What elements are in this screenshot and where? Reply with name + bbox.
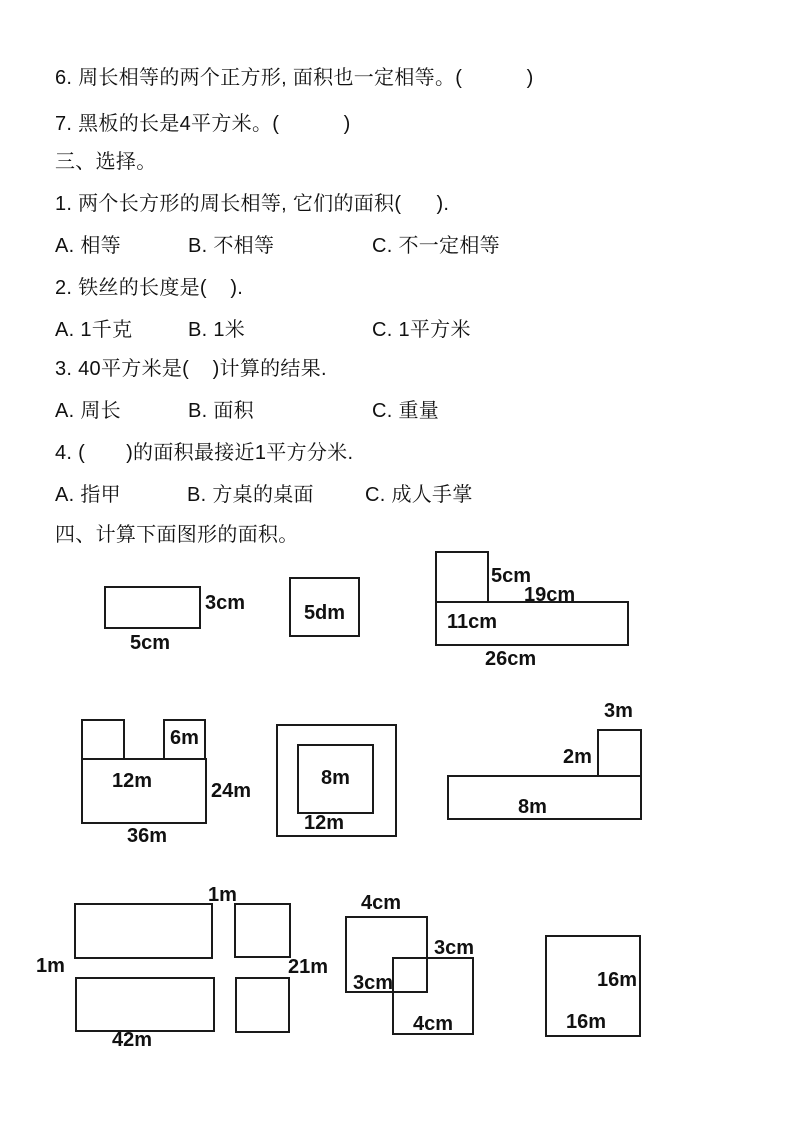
figure4-left-square bbox=[81, 719, 125, 760]
section-title-choice: 三、选择。 bbox=[55, 151, 157, 173]
figure8-top-dim-label: 4cm bbox=[361, 892, 402, 914]
figure6-inside-dim-label: 8m bbox=[518, 796, 547, 818]
choice-4-option-c: C. 成人手掌 bbox=[365, 484, 473, 506]
figure8-bottom-dim-label: 4cm bbox=[413, 1013, 454, 1035]
figure5-inner-dim-label: 8m bbox=[321, 767, 350, 789]
figure3-bottom-dim-label: 26cm bbox=[485, 648, 537, 670]
figure1-bottom-dim-label: 5cm bbox=[130, 632, 171, 654]
figure7-bottom-right-rect bbox=[235, 977, 290, 1033]
choice-4-option-a: A. 指甲 bbox=[55, 484, 121, 506]
choice-4-option-b: B. 方桌的桌面 bbox=[187, 484, 314, 506]
figure3-square bbox=[435, 551, 489, 603]
choice-3-option-c: C. 重量 bbox=[372, 400, 440, 422]
choice-3-stem: 3. 40平方米是( )计算的结果. bbox=[55, 358, 327, 380]
figure3-inside-dim-label: 11cm bbox=[447, 611, 498, 633]
judge-item-7: 7. 黑板的长是4平方米。( ) bbox=[55, 113, 351, 135]
figure2-dim-label: 5dm bbox=[303, 602, 346, 624]
choice-1-stem: 1. 两个长方形的周长相等, 它们的面积( ). bbox=[55, 193, 450, 215]
figure7-bottom-left-rect bbox=[75, 977, 215, 1032]
choice-3-option-b: B. 面积 bbox=[188, 400, 254, 422]
figure6-top-dim-label: 3m bbox=[604, 700, 633, 722]
figure7-top-gap-dim-label: 1m bbox=[208, 884, 237, 906]
figure4-square-dim-label: 6m bbox=[170, 727, 199, 749]
choice-2-option-b: B. 1米 bbox=[188, 319, 246, 341]
figure7-bottom-dim-label: 42m bbox=[112, 1029, 153, 1051]
figure6-left-dim-label: 2m bbox=[563, 746, 592, 768]
choice-1-option-c: C. 不一定相等 bbox=[372, 235, 500, 257]
figure4-bottom-dim-label: 36m bbox=[127, 825, 168, 847]
figure7-right-dim-label: 21m bbox=[288, 956, 329, 978]
choice-1-option-b: B. 不相等 bbox=[188, 235, 275, 257]
figure7-left-gap-dim-label: 1m bbox=[36, 955, 65, 977]
choice-1-option-a: A. 相等 bbox=[55, 235, 121, 257]
figure7-top-left-rect bbox=[74, 903, 213, 959]
figure9-right-dim-label: 16m bbox=[597, 969, 638, 991]
choice-2-stem: 2. 铁丝的长度是( ). bbox=[55, 277, 244, 299]
choice-2-option-c: C. 1平方米 bbox=[372, 319, 471, 341]
figure1-right-dim-label: 3cm bbox=[205, 592, 246, 614]
figure8-left-dim-label: 3cm bbox=[353, 972, 394, 994]
figure7-top-right-rect bbox=[234, 903, 291, 958]
figure3-square-dim-label: 5cm bbox=[491, 565, 532, 587]
section-title-area: 四、计算下面图形的面积。 bbox=[55, 524, 299, 546]
figure1-rectangle bbox=[104, 586, 201, 629]
choice-3-option-a: A. 周长 bbox=[55, 400, 121, 422]
judge-item-6: 6. 周长相等的两个正方形, 面积也一定相等。( ) bbox=[55, 67, 534, 89]
choice-2-option-a: A. 1千克 bbox=[55, 319, 133, 341]
choice-4-stem: 4. ( )的面积最接近1平方分米. bbox=[55, 442, 354, 464]
figure9-bottom-dim-label: 16m bbox=[566, 1011, 607, 1033]
figure6-square bbox=[597, 729, 642, 777]
figure4-right-dim-label: 24m bbox=[211, 780, 252, 802]
figure4-inside-dim-label: 12m bbox=[112, 770, 153, 792]
figure3-top-dim-label: 19cm bbox=[524, 584, 576, 606]
figure8-right-dim-label: 3cm bbox=[434, 937, 475, 959]
figure5-outer-dim-label: 12m bbox=[304, 812, 345, 834]
